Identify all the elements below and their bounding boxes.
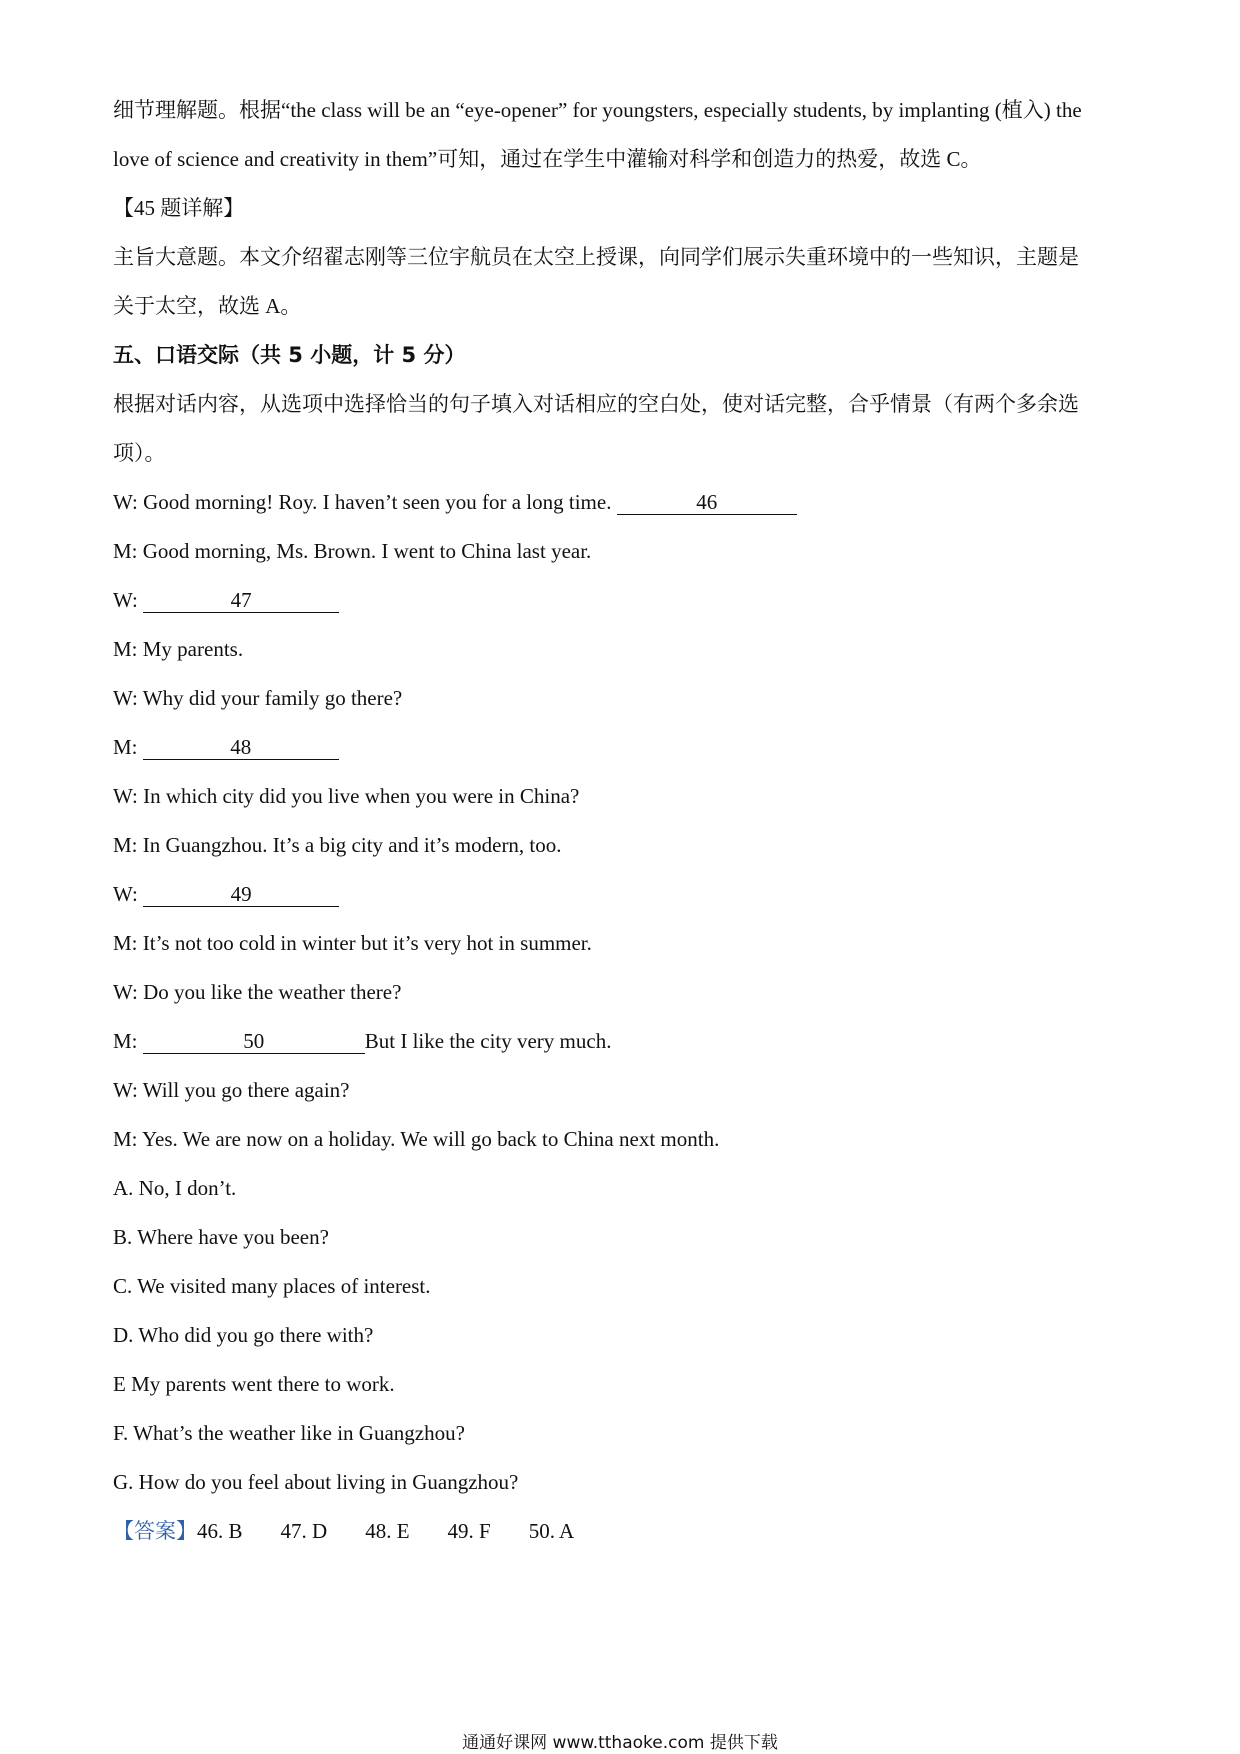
answer-key-label: 【答案】 xyxy=(113,1519,197,1543)
dialogue-line xyxy=(113,782,1133,810)
intro-line-2: love of science and creativity in them”可知，通过在学生中灌输对科学和创造力的热爱，故选 C。 xyxy=(113,147,982,171)
dialogue-line xyxy=(113,537,1133,565)
dialogue-line xyxy=(113,684,1133,712)
dialogue-text: W: Good morning! Roy. I haven’t seen you for a long time. xyxy=(113,490,617,514)
answer-line xyxy=(113,1517,1133,1545)
dialogue-text: M: Good morning, Ms. Brown. I went to China last year. xyxy=(113,539,592,563)
answer-item: 47. D xyxy=(280,1519,328,1543)
dialogue-line xyxy=(113,1027,1133,1055)
dialogue-text: M: It’s not too cold in winter but it’s very hot in summer. xyxy=(113,931,592,955)
dialogue-after-text: But I like the city very much. xyxy=(364,1029,612,1053)
dialogue-text: W: xyxy=(113,588,144,612)
answer-item: 50. A xyxy=(528,1519,575,1543)
answer-blank-49: 49 xyxy=(143,882,339,907)
option-g: G. How do you feel about living in Guangzhou? xyxy=(113,1470,519,1494)
dialogue-line xyxy=(113,929,1133,957)
dialogue-text: M: xyxy=(113,735,143,759)
dialogue-line xyxy=(113,586,1133,614)
dialogue-text: W: In which city did you live when you were in China? xyxy=(113,784,580,808)
option-c: C. We visited many places of interest. xyxy=(113,1274,431,1298)
dialogue-text: M: xyxy=(113,1029,143,1053)
dialogue-line xyxy=(113,978,1133,1006)
dialogue-text: W: xyxy=(113,882,144,906)
answer-blank-50: 50 xyxy=(143,1029,365,1054)
option-b: B. Where have you been? xyxy=(113,1225,329,1249)
dialogue-line xyxy=(113,635,1133,663)
dialogue-text: W: Do you like the weather there? xyxy=(113,980,402,1004)
dialogue-line xyxy=(113,880,1133,908)
instruction-line-2: 项）。 xyxy=(113,441,166,465)
answer-blank-47: 47 xyxy=(143,588,339,613)
dialogue-line xyxy=(113,488,1133,516)
option-e: E My parents went there to work. xyxy=(113,1372,395,1396)
option-d: D. Who did you go there with? xyxy=(113,1323,374,1347)
dialogue-line xyxy=(113,733,1133,761)
option-f: F. What’s the weather like in Guangzhou? xyxy=(113,1421,465,1445)
q45-line-1: 主旨大意题。本文介绍翟志刚等三位宇航员在太空上授课，向同学们展示失重环境中的一些知识，主题是 xyxy=(113,245,1079,269)
dialogue-text: M: In Guangzhou. It’s a big city and it’s modern, too. xyxy=(113,833,562,857)
q45-line-2: 关于太空，故选 A。 xyxy=(113,294,302,318)
option-a: A. No, I don’t. xyxy=(113,1176,237,1200)
answer-blank-46: 46 xyxy=(617,490,797,515)
section-title: 五、口语交际（共 5 小题，计 5 分） xyxy=(113,343,466,367)
document-page xyxy=(113,96,1133,1566)
dialogue-text: W: Will you go there again? xyxy=(113,1078,350,1102)
dialogue-line xyxy=(113,831,1133,859)
q45-heading: 【45 题详解】 xyxy=(113,196,245,220)
answer-item: 46. B xyxy=(197,1519,243,1543)
dialogue-text: M: My parents. xyxy=(113,637,244,661)
answer-item: 48. E xyxy=(365,1519,410,1543)
instruction-line-1: 根据对话内容，从选项中选择恰当的句子填入对话相应的空白处，使对话完整，合乎情景（有两个多余选 xyxy=(113,392,1079,416)
dialogue-line xyxy=(113,1076,1133,1104)
answer-blank-48: 48 xyxy=(143,735,339,760)
intro-line-1: 细节理解题。根据“the class will be an “eye-opener” for youngsters, especially students, by implanting (植入) the xyxy=(113,98,1082,122)
answer-item: 49. F xyxy=(447,1519,491,1543)
dialogue-text: M: Yes. We are now on a holiday. We will go back to China next month. xyxy=(113,1127,720,1151)
dialogue-line xyxy=(113,1125,1133,1153)
dialogue-text: W: Why did your family go there? xyxy=(113,686,403,710)
footer-watermark: 通通好课网 www.tthaoke.com 提供下载 xyxy=(462,1733,778,1753)
